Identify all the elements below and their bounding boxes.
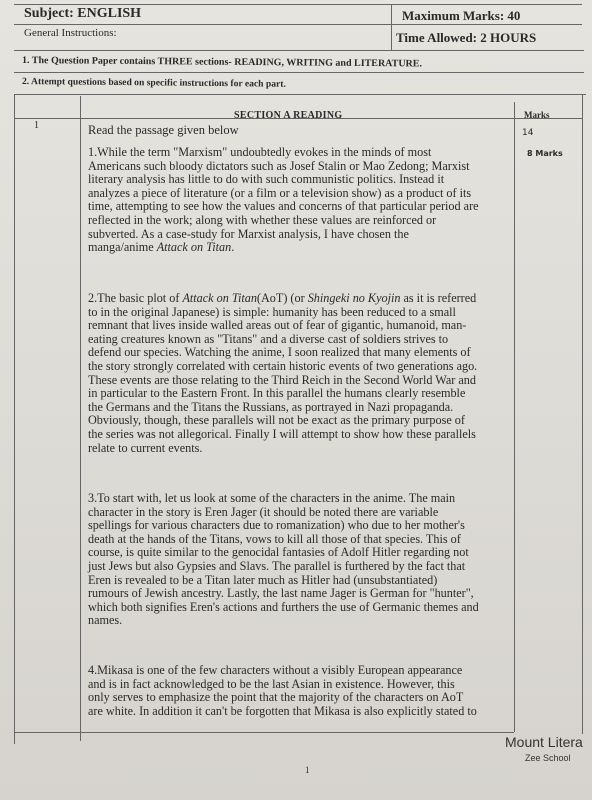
question-instruction: Read the passage given below — [88, 123, 239, 137]
passage-line: Obviously, though, these parallels will not be exact as the primary purpose of — [88, 413, 465, 428]
passage-line: rumours of Jewish ancestry. Lastly, the last name Jager is German for "hunter", — [88, 586, 474, 601]
text-run: (AoT) (or — [256, 291, 308, 305]
table-right-border — [582, 94, 583, 734]
passage-line: literary analysis has little to do with such communistic politics. Instead it — [88, 172, 445, 187]
passage-line: the series was not allegorical. Finally I will attempt to show how these parallels — [88, 426, 476, 441]
passage-line: character in the story is Eren Jager (it should be noted there are variable — [88, 504, 439, 519]
passage-line: to in the original Japanese) is simple: humanity has been reduced to a small — [88, 304, 456, 319]
max-marks-label: Maximum Marks: 40 — [402, 8, 521, 23]
marks-total: 14 — [522, 128, 534, 138]
passage-line: Americans such bloody dictators such as Josef Stalin or Mao Zedong; Marxist — [88, 158, 470, 173]
passage-line: are white. In addition it can't be forgotten that Mikasa is also explicitly stated to — [88, 703, 477, 718]
passage-paragraph-1 — [88, 146, 508, 255]
title-italic: Shingeki no Kyojin — [307, 291, 401, 305]
instruction-1: 1. The Question Paper contains THREE sections- READING, WRITING and LITERATURE. — [21, 55, 423, 70]
title-italic: Attack on Titan — [156, 240, 232, 255]
passage-line: time, attempting to see how the values and concerns of that particular period are — [88, 199, 479, 214]
passage-line: only serves to emphasize the point that the majority of the characters on AoT — [88, 690, 464, 705]
marks-column-border — [514, 102, 515, 732]
passage-line: reflected in the work; along with whether these values are reinforced or — [88, 212, 437, 227]
instruction-2: 2. Attempt questions based on specific instructions for each part. — [21, 76, 286, 90]
passage-line: 4.Mikasa is one of the few characters without a visibly European appearance — [88, 663, 463, 677]
passage-line: eating creatures known as "Titans" and a diverse cast of soldiers strives to — [88, 331, 449, 346]
passage-line: subverted. As a case-study for Marxist analysis, I have chosen the — [88, 226, 409, 241]
passage-line: 1.While the term "Marxism" undoubtedly evokes in the minds of most — [88, 145, 432, 159]
page-number: 1 — [305, 765, 310, 775]
title-italic: Attack on Titan — [182, 291, 257, 305]
text-run: manga/anime — [88, 240, 157, 255]
header-rule-4 — [14, 94, 586, 95]
table-left-border — [14, 94, 15, 744]
passage-line: analyzes a piece of literature (or a film or a television show) as a product of its — [88, 185, 472, 200]
passage-line: remnant that lives inside walled areas out of fear of gigantic, humanoid, man- — [88, 318, 467, 333]
passage-line: just Jews but also Gypsies and Slavs. The parallel is furthered by the fact that — [88, 558, 466, 573]
time-allowed-label: Time Allowed: 2 HOURS — [396, 30, 537, 45]
passage-line: and is in fact acknowledged to be the last Asian in existence. However, this — [88, 676, 455, 691]
table-bottom-rule — [14, 732, 514, 733]
passage-line: Eren is revealed to be a Titan later much as Hitler had (unsubstantiated) — [88, 572, 438, 587]
passage-line: spellings for various characters due to romanization) who due to her mother's — [88, 518, 465, 533]
passage-line: the Germans and the Titans the Russians, as portrayed in Nazi propaganda. — [88, 399, 454, 414]
header-rule-1 — [14, 24, 582, 25]
marks-column-header: Marks — [524, 110, 550, 120]
passage-line: the story strongly correlated with certain historic events of two generations ago. — [88, 358, 478, 373]
passage-line: in particular to the Eastern Front. In this parallel the humans clearly resemble — [88, 386, 466, 401]
section-title: SECTION A READING — [234, 110, 343, 121]
passage-paragraph-4 — [88, 664, 508, 718]
passage-line: 3.To start with, let us look at some of the characters in the anime. The main — [88, 491, 456, 505]
marks-sub: 8 Marks — [527, 149, 563, 158]
header-divider — [391, 4, 392, 50]
text-run: as it is referred — [400, 291, 477, 305]
subject-label: Subject: ENGLISH — [24, 6, 142, 21]
general-instructions-label: General Instructions: — [24, 27, 117, 39]
question-number: 1 — [34, 120, 39, 131]
text-run: . — [231, 240, 235, 255]
text-run: 2.The basic plot of — [88, 291, 183, 305]
header-rule-2 — [14, 50, 584, 51]
passage-line: which both signifies Eren's actions and furthers the use of Germanic themes and — [88, 599, 479, 614]
passage-paragraph-2 — [88, 292, 508, 455]
passage-line: course, is quite similar to the genocidal fantasies of Adolf Hitler regarding not — [88, 545, 469, 560]
school-logo-text: Mount Litera — [505, 734, 583, 750]
passage-line: defend our species. Watching the anime, I soon realized that many elements of — [88, 345, 471, 360]
passage-line: relate to current events. — [88, 440, 203, 455]
header-top-rule — [14, 4, 582, 5]
passage-paragraph-3 — [88, 492, 508, 628]
passage-line: These events are those relating to the Third Reich in the Second World War and — [88, 372, 476, 387]
passage-line — [88, 292, 508, 306]
passage-line — [88, 241, 508, 255]
passage-line: death at the hands of the Titans, vows to kill all those of that species. This of — [88, 531, 461, 546]
qnum-column-border — [80, 96, 81, 741]
passage-line: names. — [88, 613, 123, 628]
header-rule-3 — [14, 72, 584, 73]
school-logo-subtext: Zee School — [525, 753, 571, 763]
